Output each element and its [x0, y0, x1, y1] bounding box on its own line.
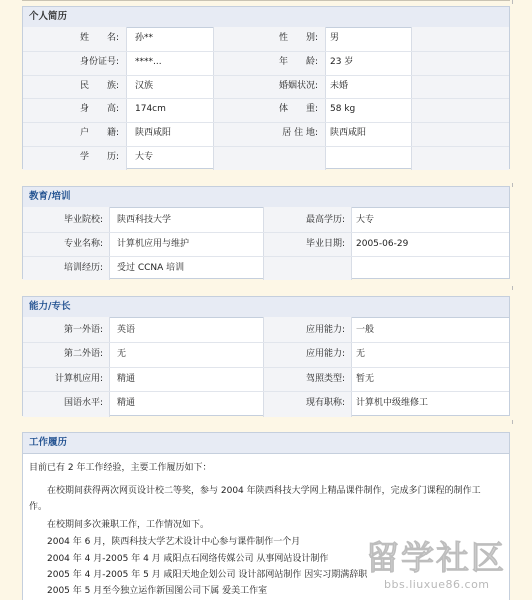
section-title: 教育/培训 [23, 187, 509, 208]
field-label: 现有职称: [305, 397, 345, 408]
margin-mark [512, 420, 513, 424]
field-value: 受过 CCNA 培训 [117, 263, 185, 273]
field-label: 性 别: [278, 33, 318, 43]
section-title: 工作履历 [23, 433, 509, 454]
table-row [23, 367, 509, 391]
field-label: 户 籍: [79, 128, 119, 139]
field-value: ****... [135, 56, 162, 67]
field-label: 姓 名: [79, 33, 119, 43]
field-label: 婚姻状况: [278, 80, 318, 91]
field-value: 暂无 [356, 373, 375, 384]
field-label: 专业名称: [63, 239, 103, 249]
field-value: 计算机应用与维护 [117, 239, 190, 249]
table-row [23, 51, 509, 75]
field-value: 58 kg [330, 104, 356, 115]
work-line: 2005 年 5 月至今独立运作新国图公司下属 爱美工作室 [47, 586, 268, 596]
table-row [23, 232, 509, 256]
field-label: 毕业日期: [305, 239, 345, 249]
table-row [23, 318, 509, 342]
page-top-border [22, 0, 510, 1]
table-row [23, 98, 509, 122]
watermark-url: bbs.liuxue86.com [384, 578, 490, 591]
field-value: 大专 [135, 152, 154, 162]
field-label: 身份证号: [79, 56, 119, 67]
field-label: 驾照类型: [305, 373, 345, 384]
field-label: 毕业院校: [63, 215, 103, 225]
svg-text:留学社区: 留学社区 [366, 538, 506, 577]
field-value: 精通 [117, 373, 136, 384]
field-value: 孙** [135, 33, 154, 43]
field-value: 2005-06-29 [356, 239, 409, 249]
field-value: 未婚 [330, 80, 349, 91]
table-row [23, 75, 509, 99]
work-line: 2005 年 4 月-2005 年 5 月 咸阳天地企划公司 设计部网站制作 因实习期满辞职 [47, 570, 368, 580]
field-value: 汉族 [135, 80, 154, 91]
field-label: 应用能力: [305, 349, 345, 360]
field-value: 174cm [135, 104, 166, 115]
table-row [23, 391, 509, 415]
ability-section [22, 296, 510, 416]
field-value: 陕西科技大学 [117, 215, 172, 225]
table-row [23, 342, 509, 366]
field-value: 陕西咸阳 [330, 128, 367, 139]
work-line: 在校期间多次兼职工作，工作情况如下。 [47, 520, 210, 530]
field-value: 无 [356, 349, 366, 360]
margin-mark [512, 0, 513, 4]
field-value: 男 [330, 33, 340, 43]
field-value: 英语 [117, 325, 136, 335]
watermark-logo [364, 535, 524, 577]
field-value: 一般 [356, 325, 375, 335]
personal-info-section [22, 6, 510, 169]
field-value: 无 [117, 349, 127, 360]
table-row [23, 146, 509, 170]
margin-mark [512, 183, 513, 187]
table-row [23, 27, 509, 51]
margin-mark [512, 286, 513, 290]
field-label: 应用能力: [305, 325, 345, 335]
field-label: 国语水平: [63, 397, 103, 408]
table-row [23, 122, 509, 146]
field-value [354, 256, 496, 280]
work-line: 2004 年 6 月，陕西科技大学艺术设计中心参与课件制作一个月 [47, 537, 301, 547]
field-value: 大专 [356, 215, 375, 225]
field-value: 精通 [117, 397, 136, 408]
field-label: 计算机应用: [54, 373, 103, 384]
work-intro: 目前已有 2 年工作经验，主要工作履历如下： [29, 463, 212, 473]
field-value [328, 146, 410, 170]
field-value: 计算机中级维修工 [356, 397, 429, 408]
field-label [213, 146, 318, 170]
section-title: 能力/专长 [23, 297, 509, 318]
field-label: 学 历: [79, 152, 119, 162]
field-label: 第一外语: [63, 325, 103, 335]
work-paragraph-line: 作。 [29, 502, 48, 512]
field-label: 体 重: [278, 104, 318, 115]
work-line: 2004 年 4 月-2005 年 4 月 咸阳点石网络传媒公司 从事网站设计制作 [47, 554, 329, 564]
field-label: 第二外语: [63, 349, 103, 360]
education-section [22, 186, 510, 279]
work-paragraph-line: 在校期间获得两次网页设计校二等奖，参与 2004 年陕西科技大学网上精品课件制作，完成多门课程的制作工 [47, 486, 481, 496]
field-label: 培训经历: [63, 263, 103, 273]
field-label: 民 族: [79, 80, 119, 91]
field-value: 23 岁 [330, 56, 354, 67]
field-label: 最高学历: [305, 215, 345, 225]
field-label: 身 高: [79, 104, 119, 115]
field-label: 居 住 地: [282, 128, 318, 139]
table-row [23, 256, 509, 280]
field-label: 年 龄: [278, 56, 318, 67]
field-value: 陕西咸阳 [135, 128, 172, 139]
section-title: 个人简历 [23, 7, 509, 28]
field-label [263, 256, 345, 280]
table-row [23, 208, 509, 232]
